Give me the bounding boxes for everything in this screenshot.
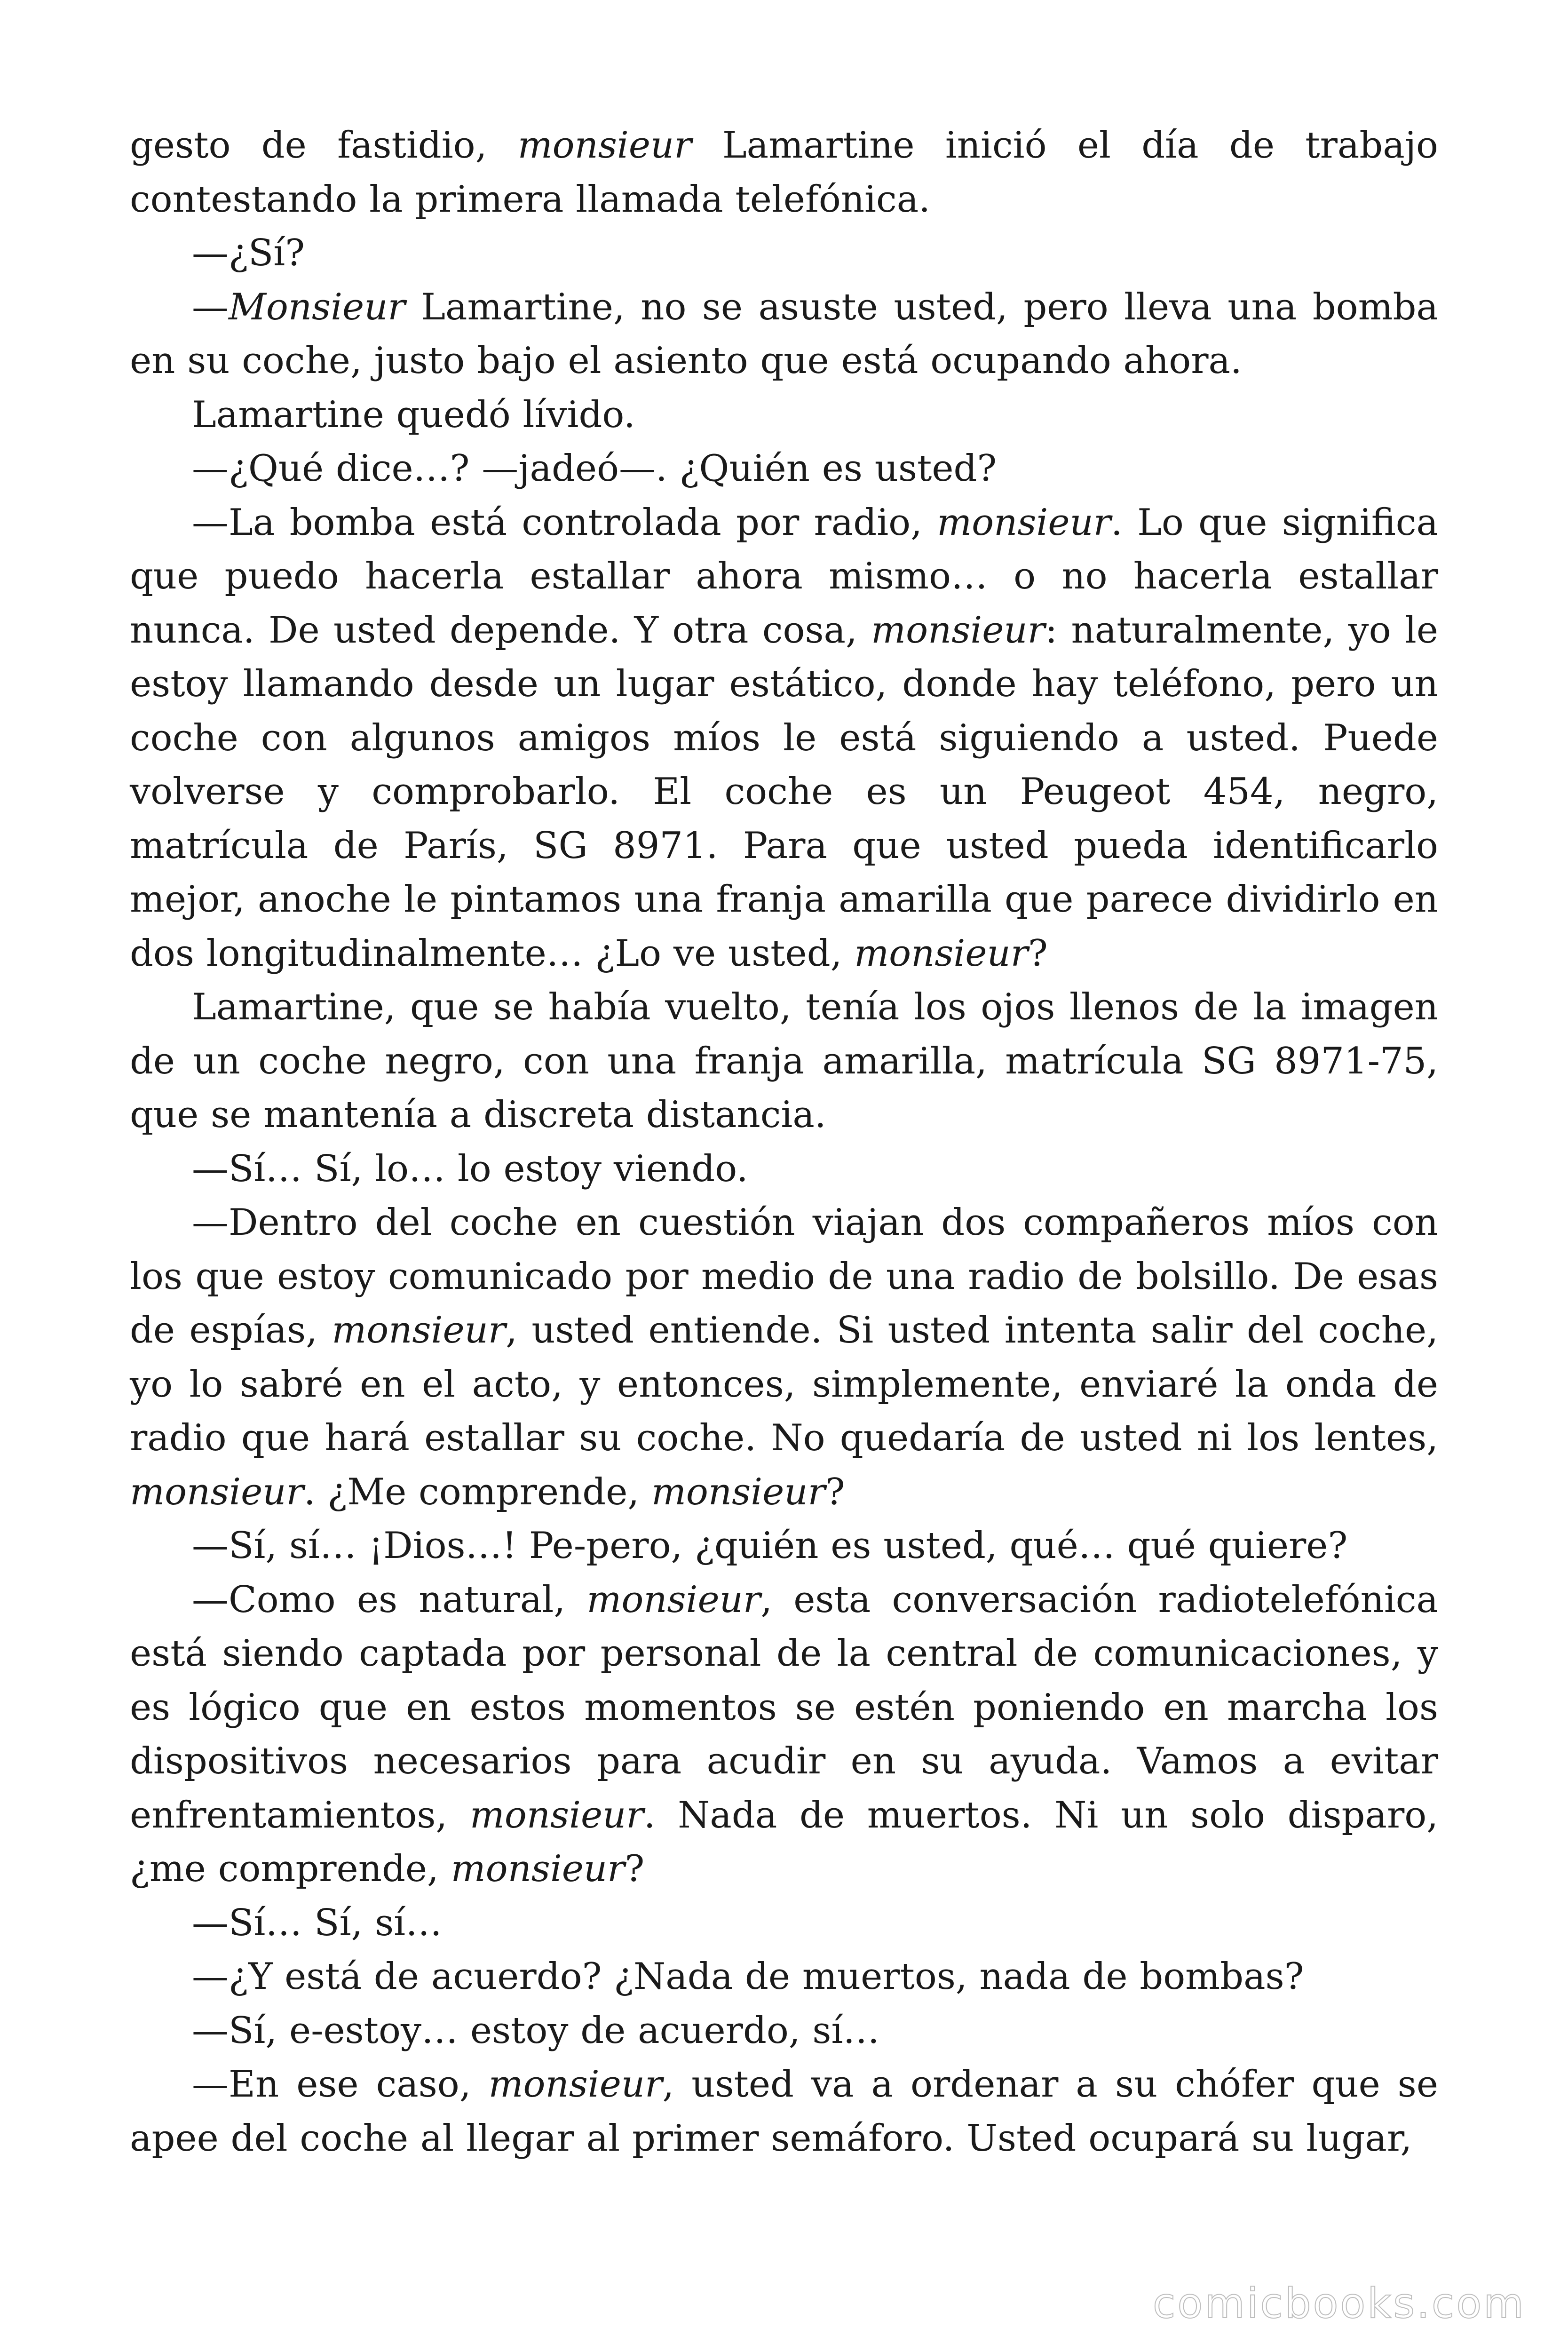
paragraph [130, 496, 1438, 981]
italic-text: monsieur [871, 609, 1045, 652]
text-run: . Nada de muertos. Ni un solo disparo, ¿me comprende, [130, 1794, 1438, 1890]
watermark: comicbooks.com [1152, 2279, 1526, 2328]
text-run: . ¿Me comprende, [303, 1470, 651, 1513]
italic-text: Monsieur [229, 286, 405, 328]
text-run: , usted entiende. Si usted intenta salir del coche, yo lo sabré en el acto, y entonces, simplemente, enviaré la onda de radio que hará estallar su coche. No quedaría de usted ni los lentes, [130, 1309, 1438, 1459]
text-run: —Sí… Sí, lo… lo estoy viendo. [192, 1147, 748, 1190]
paragraph [130, 442, 1438, 496]
text-run: Lamartine quedó lívido. [192, 393, 635, 436]
paragraph [130, 1519, 1438, 1573]
italic-text: monsieur [451, 1848, 625, 1890]
paragraph [130, 226, 1438, 280]
italic-text: monsieur [517, 124, 692, 167]
italic-text: monsieur [332, 1309, 506, 1351]
text-run: . Lo que significa que puedo hacerla estallar ahora mismo… o no hacerla estallar nunca. De usted depende. Y otra cosa, [130, 501, 1438, 652]
text-run: —La bomba está controlada por radio, [192, 501, 937, 544]
text-run: , esta conversación radiotelefónica está siendo captada por personal de la central de comunicaciones, y es lógico que en estos momentos se estén poniendo en marcha los dispositivos necesarios para acudir en su ayuda. Vamos a evitar enfrentamientos, [130, 1578, 1438, 1836]
paragraph [130, 1950, 1438, 2004]
text-run: —¿Y está de acuerdo? ¿Nada de muertos, nada de bombas? [192, 1955, 1304, 1998]
text-run: — [192, 286, 229, 328]
text-run: —En ese caso, [192, 2063, 489, 2106]
paragraph [130, 2058, 1438, 2165]
italic-text: monsieur [651, 1470, 825, 1513]
text-run: ? [1028, 932, 1048, 975]
text-run: , usted va a ordenar a su chófer que se apee del coche al llegar al primer semáforo. Usted ocupará su lugar, [130, 2063, 1438, 2160]
italic-text: monsieur [469, 1794, 644, 1836]
text-run: —Como es natural, [192, 1578, 587, 1621]
italic-text: monsieur [854, 932, 1029, 975]
paragraph [130, 1142, 1438, 1196]
paragraph [130, 1896, 1438, 1950]
text-run: gesto de fastidio, [130, 124, 518, 167]
text-run: Lamartine, que se había vuelto, tenía los ojos llenos de la imagen de un coche negro, con una franja amarilla, matrícula SG 8971-75, que se mantenía a discreta distancia. [130, 986, 1438, 1136]
text-run: —Dentro del coche en cuestión viajan dos compañeros míos con los que estoy comunicado por medio de una radio de bolsillo. De esas de espías, [130, 1201, 1438, 1351]
paragraph [130, 119, 1438, 226]
text-run: ? [825, 1470, 845, 1513]
text-run: Lamartine inició el día de trabajo contestando la primera llamada telefónica. [130, 124, 1438, 221]
italic-text: monsieur [586, 1578, 761, 1621]
text-run: Lamartine, no se asuste usted, pero lleva una bomba en su coche, justo bajo el asiento que está ocupando ahora. [130, 286, 1438, 382]
paragraph [130, 1196, 1438, 1519]
paragraph [130, 2004, 1438, 2058]
text-run: —¿Sí? [192, 232, 305, 274]
text-run: —Sí… Sí, sí… [192, 1901, 443, 1944]
italic-text: monsieur [130, 1470, 304, 1513]
page-text [130, 119, 1438, 2165]
text-run: ? [625, 1848, 645, 1890]
italic-text: monsieur [488, 2063, 663, 2106]
italic-text: monsieur [937, 501, 1111, 544]
paragraph [130, 280, 1438, 388]
paragraph [130, 1573, 1438, 1896]
paragraph [130, 388, 1438, 442]
text-run: —Sí, sí… ¡Dios…! Pe-pero, ¿quién es usted, qué… qué quiere? [192, 1525, 1348, 1567]
paragraph [130, 980, 1438, 1142]
text-run: : naturalmente, yo le estoy llamando desde un lugar estático, donde hay teléfono, pero un coche con algunos amigos míos le está siguiendo a usted. Puede volverse y comprobarlo. El coche es un Peugeot 454, negro, matrícula de París, SG 8971. Para que usted pueda identificarlo mejor, anoche le pintamos una franja amarilla que parece dividirlo en dos longitudinalmente… ¿Lo ve usted, [130, 609, 1438, 975]
text-run: —¿Qué dice…? —jadeó—. ¿Quién es usted? [192, 447, 997, 490]
text-run: —Sí, e-estoy… estoy de acuerdo, sí… [192, 2009, 880, 2052]
